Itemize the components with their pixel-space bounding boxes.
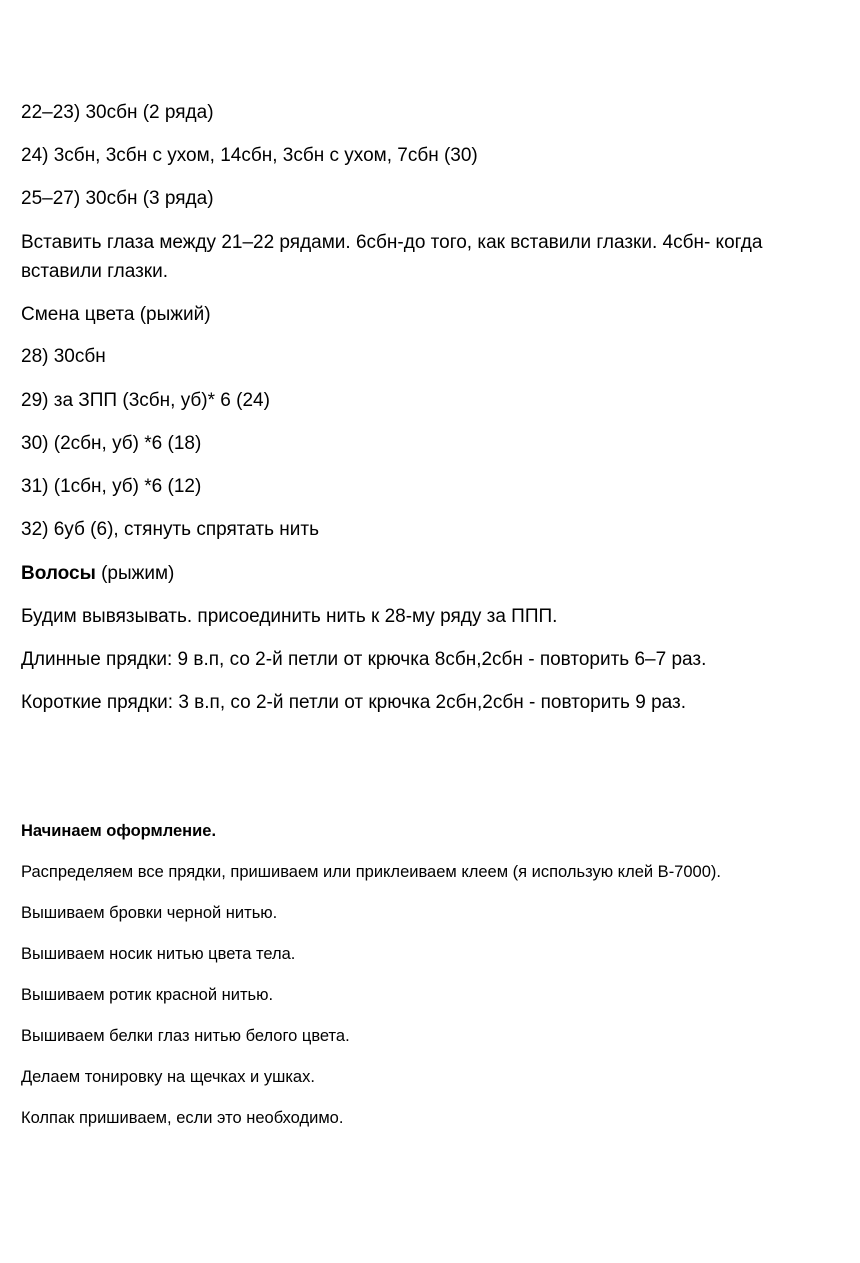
pattern-row: 30) (2сбн, уб) *6 (18) (21, 433, 202, 454)
hair-instruction: Длинные прядки: 9 в.п, со 2-й петли от крючка 8сбн,2сбн - повторить 6–7 раз. (21, 649, 707, 670)
pattern-row: 22–23) 30сбн (2 ряда) (21, 102, 214, 123)
eyes-instruction: Вставить глаза между 21–22 рядами. 6сбн-до того, как вставили глазки. 4сбн- когда вставили глазки. (21, 232, 763, 282)
hair-heading (21, 560, 174, 588)
pattern-row: 31) (1сбн, уб) *6 (12) (21, 476, 202, 497)
finishing-step: Вышиваем бровки черной нитью. (21, 904, 278, 922)
hair-instruction: Будим вывязывать. присоединить нить к 28-му ряду за ППП. (21, 606, 558, 627)
hair-heading-bold: Волосы (21, 563, 96, 584)
hair-heading-note: (рыжим) (95, 563, 175, 584)
pattern-row: 24) 3сбн, 3сбн с ухом, 14сбн, 3сбн с ухом, 7сбн (30) (21, 145, 478, 166)
finishing-step: Распределяем все прядки, пришиваем или приклеиваем клеем (я использую клей B-7000). (21, 863, 721, 881)
pattern-row: 29) за ЗПП (3сбн, уб)* 6 (24) (21, 390, 270, 411)
pattern-row: 25–27) 30сбн (3 ряда) (21, 188, 214, 209)
finishing-step: Вышиваем белки глаз нитью белого цвета. (21, 1027, 350, 1045)
finishing-step: Делаем тонировку на щечках и ушках. (21, 1068, 315, 1086)
pattern-row: 32) 6уб (6), стянуть спрятать нить (21, 519, 319, 540)
finishing-step: Вышиваем ротик красной нитью. (21, 986, 274, 1004)
finishing-heading: Начинаем оформление. (21, 822, 217, 840)
finishing-step: Колпак пришиваем, если это необходимо. (21, 1109, 344, 1127)
pattern-row: 28) 30сбн (21, 346, 106, 367)
finishing-step: Вышиваем носик нитью цвета тела. (21, 945, 296, 963)
color-change-note: Смена цвета (рыжий) (21, 304, 211, 325)
hair-instruction: Короткие прядки: 3 в.п, со 2-й петли от крючка 2сбн,2сбн - повторить 9 раз. (21, 692, 686, 713)
